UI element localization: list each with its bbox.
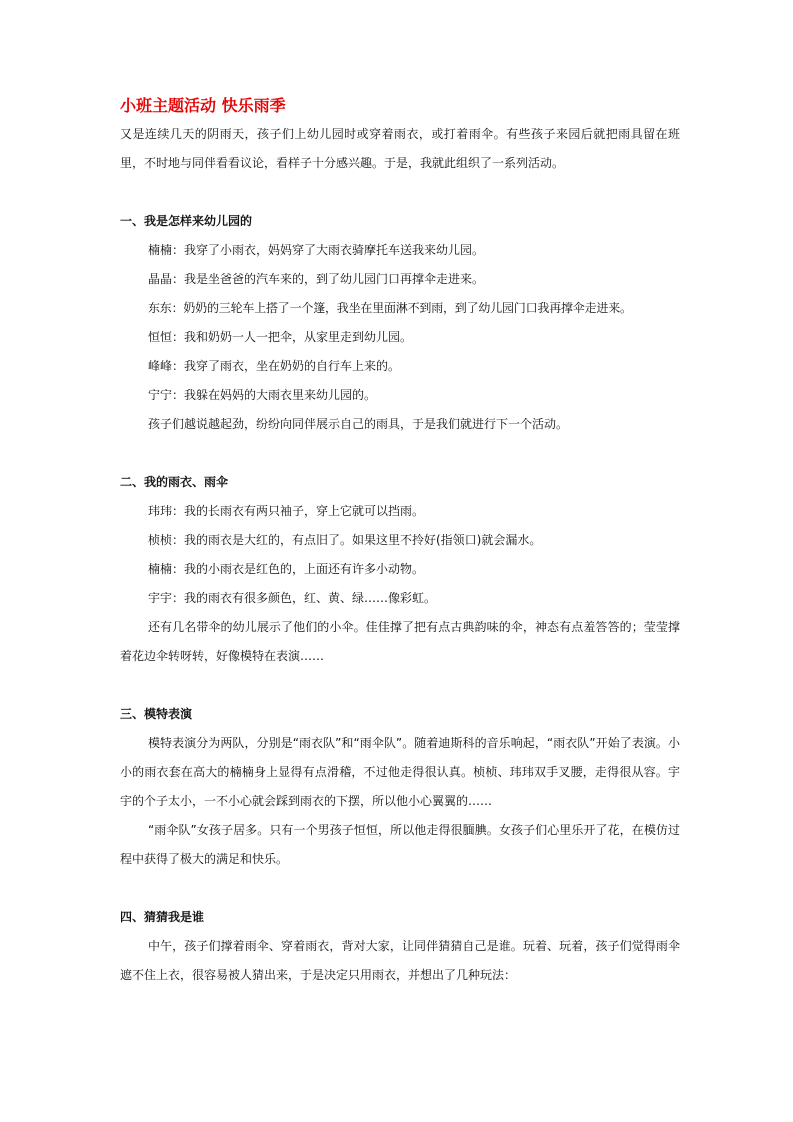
dialogue-line: 晶晶：我是坐爸爸的汽车来的，到了幼儿园门口再撑伞走进来。 xyxy=(148,272,485,286)
body-paragraph: 孩子们越说越起劲，纷纷向同伴展示自己的雨具，于是我们就进行下一个活动。 xyxy=(148,417,569,431)
spacer xyxy=(120,178,680,207)
section-4 xyxy=(120,903,680,990)
section-1 xyxy=(120,207,680,439)
intro-paragraph: 又是连续几天的阴雨天，孩子们上幼儿园时或穿着雨衣，或打着雨伞。有些孩子来园后就把雨具留在班里，不时地与同伴看看议论，看样子十分感兴趣。于是，我就此组织了一系列活动。 xyxy=(120,127,680,170)
section-heading: 二、我的雨衣、雨伞 xyxy=(120,475,229,489)
document-page xyxy=(120,96,680,990)
dialogue-line: 玮玮：我的长雨衣有两只袖子，穿上它就可以挡雨。 xyxy=(148,504,425,518)
document-title: 小班主题活动 快乐雨季 xyxy=(120,96,286,115)
dialogue-line: 东东：奶奶的三轮车上搭了一个篷，我坐在里面淋不到雨，到了幼儿园门口我再撑伞走进来。 xyxy=(148,301,632,315)
dialogue-line: 宇宇：我的雨衣有很多颜色，红、黄、绿……像彩虹。 xyxy=(148,591,437,605)
spacer xyxy=(120,874,680,903)
section-heading: 三、模特表演 xyxy=(120,707,193,721)
body-paragraph: 中午，孩子们撑着雨伞、穿着雨衣，背对大家，让同伴猜猜自己是谁。玩着、玩着，孩子们觉得雨伞遮不住上衣，很容易被人猜出来，于是决定只用雨衣，并想出了几种玩法： xyxy=(120,939,680,982)
section-heading: 四、猜猜我是谁 xyxy=(120,910,205,924)
section-heading: 一、我是怎样来幼儿园的 xyxy=(120,214,253,228)
dialogue-line: 宁宁：我躲在妈妈的大雨衣里来幼儿园的。 xyxy=(148,388,377,402)
body-paragraph: “雨伞队”女孩子居多。只有一个男孩子恒恒，所以他走得很腼腆。女孩子们心里乐开了花，在模仿过程中获得了极大的满足和快乐。 xyxy=(120,823,680,866)
section-3 xyxy=(120,700,680,874)
spacer xyxy=(120,439,680,468)
body-paragraph: 还有几名带伞的幼儿展示了他们的小伞。佳佳撑了把有点古典韵味的伞，神态有点羞答答的；莹莹撑着花边伞转呀转，好像模特在表演…… xyxy=(120,620,680,663)
dialogue-line: 楠楠：我的小雨衣是红色的，上面还有许多小动物。 xyxy=(148,562,425,576)
dialogue-line: 峰峰：我穿了雨衣，坐在奶奶的自行车上来的。 xyxy=(148,359,401,373)
section-2 xyxy=(120,468,680,671)
body-paragraph: 模特表演分为两队，分别是“雨衣队”和“雨伞队”。随着迪斯科的音乐响起，“雨衣队”开始了表演。小小的雨衣套在高大的楠楠身上显得有点滑稽，不过他走得很认真。桢桢、玮玮双手叉腰，走得很从容。宇宇的个子太小，一不小心就会踩到雨衣的下摆，所以他小心翼翼的…… xyxy=(120,736,680,808)
spacer xyxy=(120,671,680,700)
dialogue-line: 恒恒：我和奶奶一人一把伞，从家里走到幼儿园。 xyxy=(148,330,413,344)
dialogue-line: 楠楠：我穿了小雨衣，妈妈穿了大雨衣骑摩托车送我来幼儿园。 xyxy=(148,243,485,257)
dialogue-line: 桢桢：我的雨衣是大红的，有点旧了。如果这里不拎好(指领口)就会漏水。 xyxy=(148,533,542,547)
